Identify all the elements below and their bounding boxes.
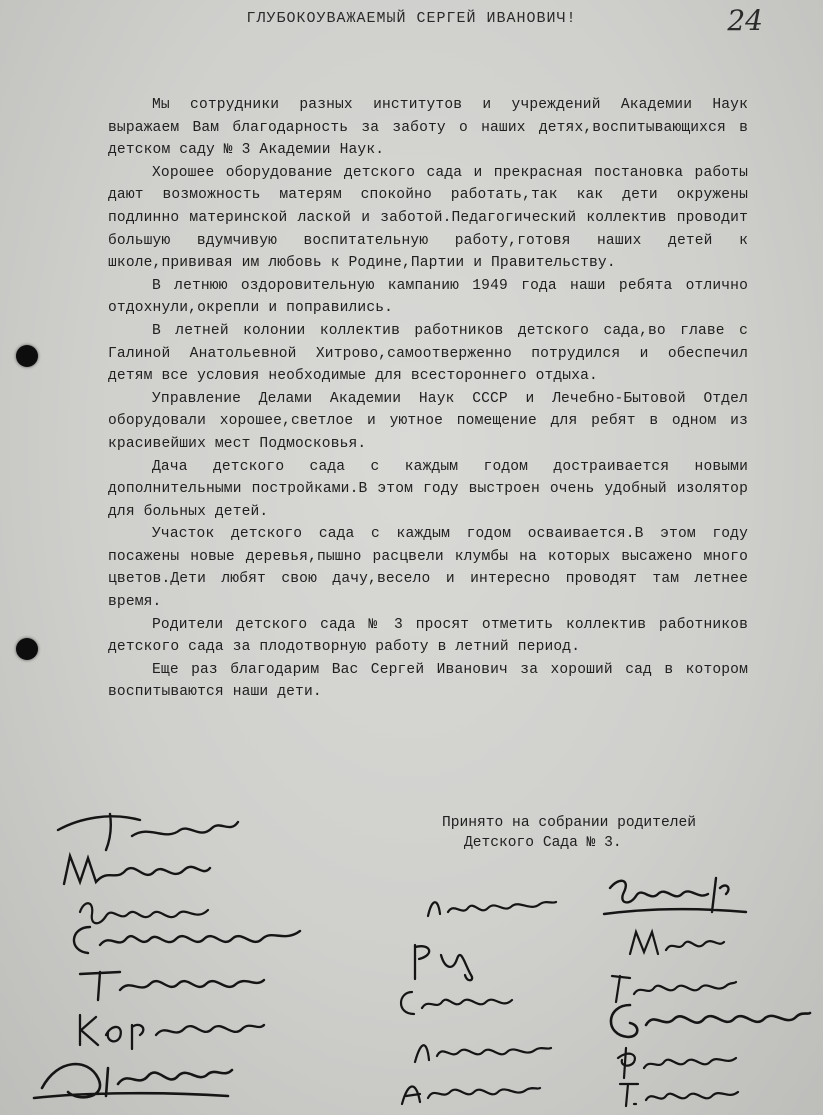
letter-title: ГЛУБОКОУВАЖАЕМЫЙ СЕРГЕЙ ИВАНОВИЧ!: [246, 10, 577, 27]
signature-handwritten: [405, 1030, 555, 1070]
signature-handwritten: [620, 922, 730, 962]
signature-handwritten: [56, 848, 216, 893]
signature-handwritten: [70, 1005, 270, 1053]
signature-handwritten: [420, 888, 560, 924]
adoption-line: Принято на собрании родителей: [442, 815, 696, 831]
paragraph: Участок детского сада с каждым годом осваивается.В этом году посажены новые деревья,пышно расцвели клумбы на которых высажено много цветов.Дети любят свою дачу,весело и интересно проводят там летнее время.: [108, 526, 748, 611]
signature-handwritten: [405, 935, 485, 985]
signature-handwritten: [612, 1074, 742, 1112]
paragraph: В летнюю оздоровительную кампанию 1949 года наши ребята отлично отдохнули,окрепли и поправились.: [108, 277, 748, 317]
paragraph: Управление Делами Академии Наук СССР и Лечебно-Бытовой Отдел оборудовали хорошее,светлое и уютное помещение для ребят в одном из красивейших мест Подмосковья.: [108, 390, 748, 452]
signature-handwritten: [60, 915, 310, 963]
signature-handwritten: [28, 1048, 238, 1108]
punch-hole: [16, 345, 38, 367]
signature-handwritten: [392, 1070, 542, 1112]
letter-body: [108, 94, 748, 704]
paragraph: Мы сотрудники разных институтов и учреждений Академии Наук выражаем Вам благодарность за заботу о наших детях,воспитывающихся в детском саду № 3 Академии Наук.: [108, 97, 748, 159]
adoption-note: [442, 813, 742, 853]
signature-handwritten: [70, 960, 270, 1005]
paragraph: Еще раз благодарим Вас Сергей Иванович за хороший сад в котором воспитываются наши дети.: [108, 661, 748, 701]
punch-hole: [16, 638, 38, 660]
page-number: 24: [727, 4, 763, 37]
paragraph: В летней колонии коллектив работников детского сада,во главе с Галиной Анатольевной Хитрово,самоотверженно потрудился и обеспечил детям все условия необходимые для всестороннего отдыха.: [108, 322, 748, 385]
paragraph: Дача детского сада с каждым годом достраивается новыми дополнительными постройками.В этом году выстроен очень удобный изолятор для больных детей.: [108, 458, 748, 520]
paragraph: Хорошее оборудование детского сада и прекрасная постановка работы дают возможность матерям спокойно работать,так как дети окружены подлинно материнской лаской и заботой.Педагогический коллектив проводит большую вдумчивую воспитательную работу,готовя наших детей к школе,прививая им любовь к Родине,Партии и Правительству.: [108, 164, 748, 272]
signature-handwritten: [392, 980, 522, 1022]
signature-handwritten: [600, 868, 750, 928]
adoption-line: Детского Сада № 3.: [464, 835, 622, 851]
signature-handwritten: [40, 800, 250, 855]
paragraph: Родители детского сада № 3 просят отметить коллектив работников детского сада за плодотворную работу в летний период.: [108, 616, 748, 656]
